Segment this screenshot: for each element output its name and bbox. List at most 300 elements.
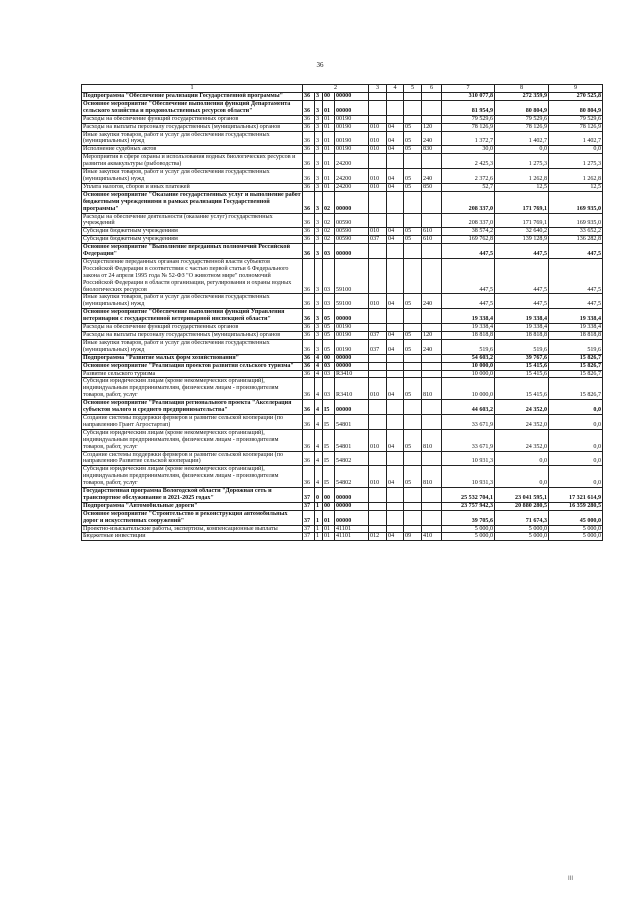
code-cell: 01 [323,510,335,525]
row-name: Проектно-изыскательские работы, экспертизы, компенсационные выплаты [82,525,303,533]
amount-col9: 0,0 [549,414,603,429]
amount-col8: 78 126,9 [495,123,549,131]
amount-col9: 0,0 [549,429,603,451]
budget-table [81,84,603,541]
code-cell: 03 [323,362,335,370]
row-name: Основное мероприятие "Реализация регионального проекта "Акселерация субъектов малого и среднего предпринимательства" [82,400,303,415]
code-cell: 36 [303,370,315,378]
row-name: Основное мероприятие "Строительство и реконструкция автомобильных дорог и искусственных сооружений" [82,510,303,525]
grbs-cell [369,502,387,510]
code-cell: 3 [315,309,323,324]
grbs-cell [369,244,387,259]
amount-col8: 19 338,4 [495,324,549,332]
vr-cell [422,191,442,213]
code-cell: 02 [323,191,335,213]
amount-col7: 2 372,6 [442,169,495,184]
amount-col7: 310 077,8 [442,93,495,101]
amount-col8: 447,5 [495,294,549,309]
rz-cell [387,370,404,378]
code-cell: 3 [315,183,323,191]
code-cell: 00190 [335,115,369,123]
code-cell: 1 [315,510,323,525]
code-cell: 36 [303,123,315,131]
row-name: Иные закупки товаров, работ и услуг для обеспечения государственных (муниципальных) нужд [82,339,303,354]
grbs-cell: 010 [369,146,387,154]
code-cell: 4 [315,429,323,451]
amount-col7: 54 603,2 [442,354,495,362]
rz-cell: 04 [387,339,404,354]
row-name: Подпрограмма "Обеспечение реализации Государственной программы" [82,93,303,101]
rz-cell: 04 [387,183,404,191]
code-cell: 37 [303,533,315,541]
code-cell: 05 [323,309,335,324]
code-cell: 00 [323,488,335,503]
amount-col7: 208 337,0 [442,191,495,213]
rz-cell [387,154,404,169]
code-cell: 36 [303,258,315,294]
code-cell: 03 [323,294,335,309]
pr-cell: 05 [404,228,422,236]
amount-col9: 17 321 614,9 [549,488,603,503]
row-name: Субсидии юридическим лицам (кроме некоммерческих организаций), индивидуальным предпринимателям, физическим лицам - производителям товаров, работ, услуг [82,378,303,400]
amount-col9: 1 275,3 [549,154,603,169]
amount-col9: 447,5 [549,258,603,294]
code-cell: I5 [323,400,335,415]
code-cell: 36 [303,309,315,324]
code-cell: 01 [323,115,335,123]
code-cell: 00190 [335,123,369,131]
amount-col9: 33 652,2 [549,228,603,236]
code-cell: 36 [303,228,315,236]
code-cell: 4 [315,451,323,466]
table-row [82,370,603,378]
code-cell: 3 [315,294,323,309]
code-cell: 01 [323,131,335,146]
amount-col7: 19 338,4 [442,324,495,332]
code-cell: 36 [303,414,315,429]
code-cell: 00000 [335,400,369,415]
amount-col9: 0,0 [549,451,603,466]
code-cell: 36 [303,93,315,101]
table-row [82,123,603,131]
row-name: Основное мероприятие "Реализация проектов развития сельского туризма" [82,362,303,370]
header-row [82,85,603,93]
row-name: Иные закупки товаров, работ и услуг для обеспечения государственных (муниципальных) нужд [82,294,303,309]
code-cell: I5 [323,466,335,488]
pr-cell: 05 [404,294,422,309]
row-name: Расходы на обеспечение функций государственных органов [82,115,303,123]
code-cell: 36 [303,354,315,362]
vr-cell [422,309,442,324]
code-cell: 37 [303,510,315,525]
row-name: Создание системы поддержки фермеров и развитие сельской кооперации (по направлению Грант Агростартап) [82,414,303,429]
pr-cell: 09 [404,533,422,541]
vr-cell: 120 [422,123,442,131]
amount-col7: 30,0 [442,146,495,154]
amount-col8: 447,5 [495,258,549,294]
row-name: Расходы на выплаты персоналу государственных (муниципальных) органов [82,332,303,340]
code-cell: 59100 [335,258,369,294]
grbs-cell: 037 [369,236,387,244]
code-cell: 00 [323,354,335,362]
pr-cell [404,191,422,213]
code-cell: I5 [323,414,335,429]
amount-col8: 79 529,6 [495,115,549,123]
pr-cell: 05 [404,378,422,400]
amount-col7: 23 757 942,3 [442,502,495,510]
amount-col9: 5 000,0 [549,533,603,541]
code-cell: 36 [303,213,315,228]
row-name: Бюджетные инвестиции [82,533,303,541]
amount-col8: 19 338,4 [495,309,549,324]
code-cell: 4 [315,354,323,362]
amount-col7: 10 000,0 [442,370,495,378]
table-row [82,228,603,236]
code-cell: 01 [323,100,335,115]
code-cell: 36 [303,236,315,244]
code-cell: 00000 [335,502,369,510]
rz-cell [387,451,404,466]
pr-cell [404,213,422,228]
code-cell: 1 [315,502,323,510]
code-cell: 02 [323,236,335,244]
vr-cell [422,525,442,533]
vr-cell: 240 [422,131,442,146]
amount-col9: 79 529,6 [549,115,603,123]
amount-col9: 15 826,7 [549,370,603,378]
amount-col8: 71 674,3 [495,510,549,525]
code-cell: 36 [303,146,315,154]
amount-col9: 12,5 [549,183,603,191]
amount-col9: 447,5 [549,244,603,259]
code-cell: 54801 [335,429,369,451]
pr-cell: 05 [404,123,422,131]
code-cell: 00000 [335,488,369,503]
table-row [82,400,603,415]
grbs-cell: 010 [369,466,387,488]
table-row [82,332,603,340]
rz-cell: 04 [387,169,404,184]
vr-cell [422,324,442,332]
vr-cell: 810 [422,466,442,488]
code-cell: 36 [303,332,315,340]
rz-cell: 04 [387,332,404,340]
pr-cell [404,309,422,324]
table-row [82,525,603,533]
code-cell: 05 [323,339,335,354]
code-cell: 01 [323,525,335,533]
grbs-cell: 010 [369,131,387,146]
amount-col8: 0,0 [495,146,549,154]
table-row [82,451,603,466]
rz-cell [387,115,404,123]
row-name: Субсидии юридическим лицам (кроме некоммерческих организаций), индивидуальным предпринимателям, физическим лицам - производителям товаров, работ, услуг [82,429,303,451]
amount-col9: 16 359 280,5 [549,502,603,510]
code-cell: 01 [323,154,335,169]
table-row [82,294,603,309]
vr-cell: 830 [422,146,442,154]
amount-col9: 18 818,8 [549,332,603,340]
amount-col7: 18 818,8 [442,332,495,340]
amount-col7: 19 338,4 [442,309,495,324]
amount-col7: 81 954,9 [442,100,495,115]
table-row [82,466,603,488]
code-cell: 00 [323,93,335,101]
grbs-cell: 010 [369,429,387,451]
grbs-cell: 010 [369,228,387,236]
row-name: Субсидии бюджетным учреждениям [82,228,303,236]
rz-cell [387,309,404,324]
code-cell: 00000 [335,93,369,101]
code-cell: 36 [303,169,315,184]
amount-col9: 0,0 [549,400,603,415]
row-name: Подпрограмма "Развитие малых форм хозяйствования" [82,354,303,362]
table-row [82,339,603,354]
amount-col7: 5 000,0 [442,525,495,533]
vr-cell: 810 [422,429,442,451]
grbs-cell [369,100,387,115]
table-row [82,258,603,294]
code-cell: 37 [303,502,315,510]
row-name: Развитие сельского туризма [82,370,303,378]
table-row [82,429,603,451]
code-cell: 36 [303,400,315,415]
vr-cell [422,115,442,123]
rz-cell: 04 [387,533,404,541]
code-cell: 3 [315,258,323,294]
code-cell: 05 [323,324,335,332]
amount-col8: 1 402,7 [495,131,549,146]
vr-cell: 810 [422,378,442,400]
code-cell: 3 [315,228,323,236]
grbs-cell [369,451,387,466]
code-cell: 00000 [335,362,369,370]
code-cell: 37 [303,525,315,533]
table-row [82,146,603,154]
code-cell: 36 [303,362,315,370]
code-cell: 36 [303,339,315,354]
amount-col9: 19 338,4 [549,309,603,324]
amount-col8: 1 262,8 [495,169,549,184]
amount-col7: 5 000,0 [442,533,495,541]
code-cell: 03 [323,370,335,378]
amount-col7: 208 337,0 [442,213,495,228]
rz-cell [387,324,404,332]
amount-col8: 80 804,9 [495,100,549,115]
code-cell: 3 [315,154,323,169]
grbs-cell: 010 [369,169,387,184]
amount-col8: 12,5 [495,183,549,191]
vr-cell [422,258,442,294]
pr-cell [404,93,422,101]
amount-col7: 169 762,8 [442,236,495,244]
amount-col8: 1 275,3 [495,154,549,169]
rz-cell [387,100,404,115]
vr-cell: 850 [422,183,442,191]
rz-cell [387,502,404,510]
vr-cell: 240 [422,169,442,184]
amount-col8: 23 041 595,1 [495,488,549,503]
rz-cell [387,488,404,503]
row-name: Расходы на обеспечение деятельности (оказание услуг) государственных учреждений [82,213,303,228]
rz-cell [387,354,404,362]
code-cell: 36 [303,115,315,123]
code-cell: 24200 [335,183,369,191]
code-cell: 01 [323,123,335,131]
code-cell: R3410 [335,370,369,378]
amount-col7: 44 603,2 [442,400,495,415]
page-number: 36 [316,61,324,69]
pr-cell [404,370,422,378]
rz-cell: 04 [387,378,404,400]
amount-col8: 32 640,2 [495,228,549,236]
code-cell: 3 [315,115,323,123]
code-cell: 01 [323,146,335,154]
grbs-cell [369,510,387,525]
rz-cell: 04 [387,228,404,236]
pr-cell [404,525,422,533]
code-cell: 01 [323,169,335,184]
header-cell: 9 [549,85,603,93]
vr-cell [422,510,442,525]
code-cell: 00190 [335,332,369,340]
pr-cell [404,324,422,332]
rz-cell: 04 [387,294,404,309]
vr-cell: 610 [422,236,442,244]
vr-cell [422,354,442,362]
header-cell: 2 [303,85,369,93]
table-row [82,510,603,525]
code-cell: 00590 [335,213,369,228]
pr-cell [404,502,422,510]
pr-cell [404,488,422,503]
row-name: Расходы на выплаты персоналу государственных (муниципальных) органов [82,123,303,131]
rz-cell [387,510,404,525]
grbs-cell [369,362,387,370]
grbs-cell: 037 [369,332,387,340]
amount-col7: 447,5 [442,258,495,294]
code-cell: 01 [323,183,335,191]
code-cell: 00000 [335,510,369,525]
vr-cell [422,451,442,466]
code-cell: 3 [315,93,323,101]
code-cell: 00 [323,502,335,510]
vr-cell [422,93,442,101]
code-cell: 37 [303,488,315,503]
rz-cell [387,244,404,259]
table-row [82,131,603,146]
row-name: Основное мероприятие "Обеспечение выполнения функций Управления ветеринарии с государственной ветеринарной инспекцией области" [82,309,303,324]
code-cell: 4 [315,370,323,378]
code-cell: 54802 [335,466,369,488]
amount-col9: 0,0 [549,466,603,488]
vr-cell [422,370,442,378]
grbs-cell [369,93,387,101]
row-name: Основное мероприятие "Обеспечение выполнения функций Департамента сельского хозяйства и продовольственных ресурсов области" [82,100,303,115]
table-row [82,169,603,184]
code-cell: 4 [315,362,323,370]
code-cell: 36 [303,244,315,259]
rz-cell [387,258,404,294]
row-name: Иные закупки товаров, работ и услуг для обеспечения государственных (муниципальных) нужд [82,169,303,184]
grbs-cell [369,213,387,228]
code-cell: R3410 [335,378,369,400]
vr-cell: 610 [422,228,442,236]
pr-cell: 05 [404,429,422,451]
header-cell: 8 [495,85,549,93]
vr-cell [422,213,442,228]
rz-cell: 04 [387,123,404,131]
grbs-cell: 010 [369,123,387,131]
amount-col9: 15 826,7 [549,354,603,362]
code-cell: 36 [303,183,315,191]
vr-cell [422,362,442,370]
code-cell: 36 [303,294,315,309]
code-cell: 3 [315,131,323,146]
header-cell: 4 [387,85,404,93]
code-cell: 41101 [335,525,369,533]
pr-cell: 05 [404,332,422,340]
header-cell: 7 [442,85,495,93]
row-name: Государственная программа Вологодской области "Дорожная сеть и транспортное обслуживание в 2021-2025 годах" [82,488,303,503]
pr-cell [404,244,422,259]
amount-col8: 24 352,0 [495,400,549,415]
grbs-cell [369,115,387,123]
code-cell: 02 [323,228,335,236]
amount-col8: 0,0 [495,466,549,488]
code-cell: 00000 [335,100,369,115]
vr-cell: 240 [422,294,442,309]
code-cell: 4 [315,466,323,488]
code-cell: 1 [315,533,323,541]
amount-col9: 45 000,0 [549,510,603,525]
code-cell: 05 [323,332,335,340]
grbs-cell: 010 [369,378,387,400]
amount-col8: 18 818,8 [495,332,549,340]
rz-cell: 04 [387,466,404,488]
amount-col7: 2 425,3 [442,154,495,169]
code-cell: 00000 [335,309,369,324]
table-row [82,191,603,213]
amount-col8: 15 415,6 [495,362,549,370]
grbs-cell [369,154,387,169]
code-cell: 00000 [335,244,369,259]
code-cell: 36 [303,131,315,146]
table-row [82,324,603,332]
code-cell: 3 [315,100,323,115]
code-cell: 00190 [335,146,369,154]
rz-cell [387,93,404,101]
code-cell: 4 [315,400,323,415]
row-name: Субсидии юридическим лицам (кроме некоммерческих организаций), индивидуальным предпринимателям, физическим лицам - производителям товаров, работ, услуг [82,466,303,488]
row-name: Создание системы поддержки фермеров и развитие сельской кооперации (по направлению Развитие сельской кооперации) [82,451,303,466]
amount-col7: 10 000,0 [442,362,495,370]
amount-col7: 33 671,9 [442,429,495,451]
row-name: Мероприятия в сфере охраны и использования водных биологических ресурсов и развития аквакультуры (рыбоводства) [82,154,303,169]
amount-col9: 270 525,8 [549,93,603,101]
code-cell: 36 [303,191,315,213]
amount-col8: 24 352,0 [495,414,549,429]
table-row [82,183,603,191]
code-cell: 41101 [335,533,369,541]
code-cell: 3 [315,244,323,259]
amount-col7: 33 671,9 [442,414,495,429]
amount-col8: 171 769,1 [495,191,549,213]
table-row [82,533,603,541]
code-cell: 24200 [335,154,369,169]
code-cell: 0 [315,488,323,503]
vr-cell [422,488,442,503]
